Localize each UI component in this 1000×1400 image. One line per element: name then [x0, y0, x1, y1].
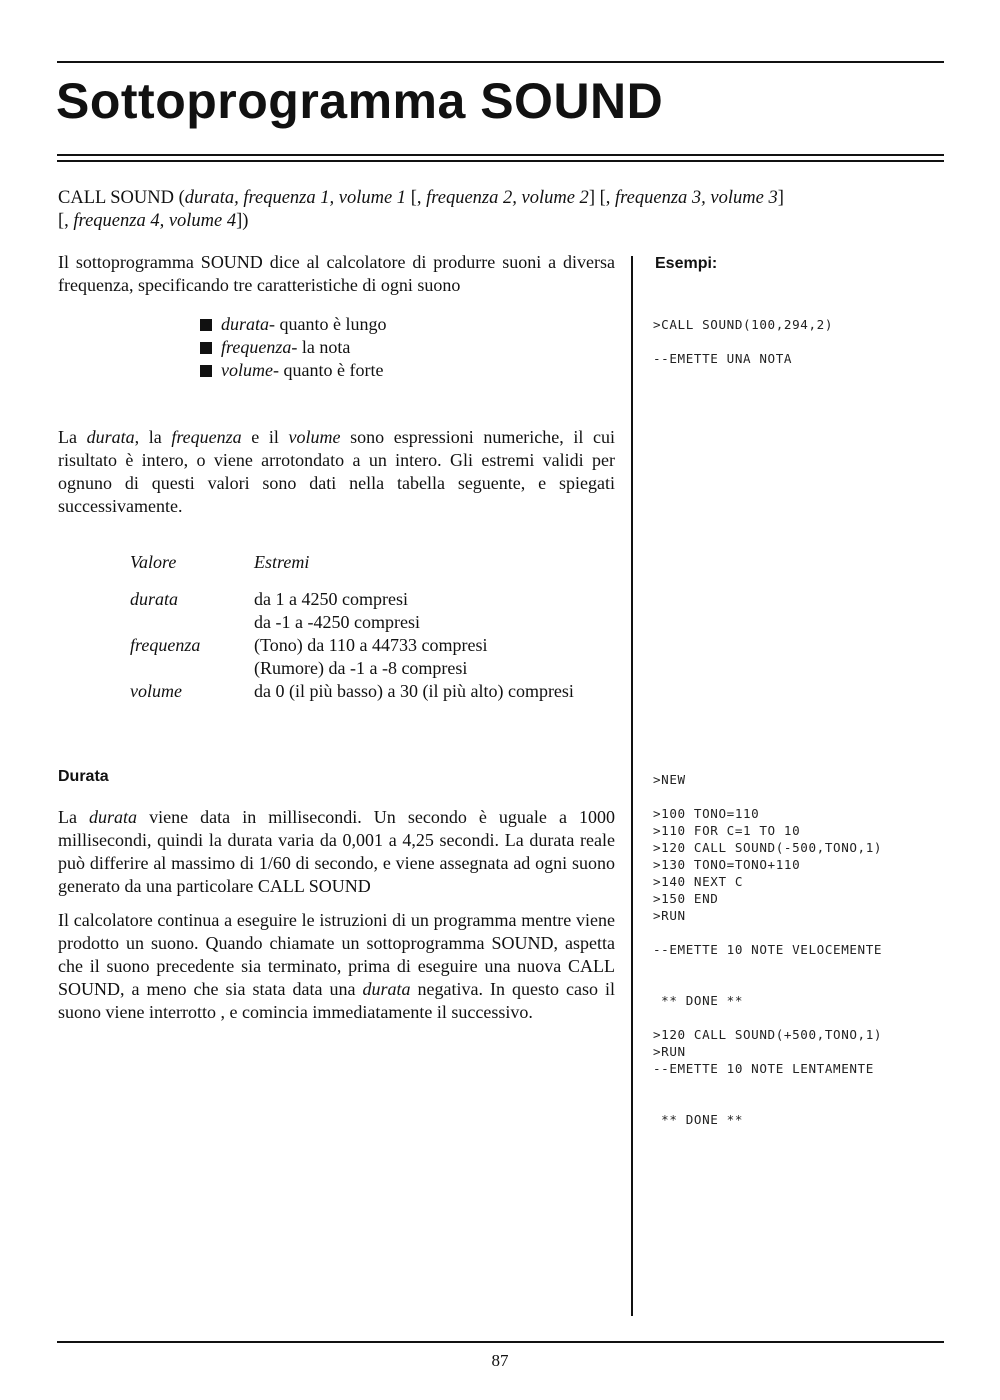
syntax-block	[58, 187, 938, 233]
top-rule	[57, 61, 944, 63]
list-item: durata - quanto è lungo	[200, 313, 387, 336]
characteristics-list	[200, 313, 387, 382]
list-item: volume - quanto è forte	[200, 359, 387, 382]
example-code-1: >CALL SOUND(100,294,2) --EMETTE UNA NOTA	[653, 317, 834, 366]
values-paragraph: La durata, la frequenza e il volume sono espressioni numeriche, il cui risultato è intero, o viene arrotondato a un intero. Gli estremi validi per ognuno di questi valori sono dati nella tabella seguente, e spiegati successivamente.	[58, 427, 615, 516]
page-number: 87	[491, 1351, 509, 1370]
table-row: durata da 1 a 4250 compresi	[130, 589, 408, 609]
table-row: da -1 a -4250 compresi	[254, 612, 420, 632]
column-divider	[631, 256, 633, 1316]
table-header: Valore Estremi	[130, 552, 310, 572]
syntax-line-1: CALL SOUND (durata, frequenza 1, volume 1 [, frequenza 2, volume 2] [, frequenza 3, volume 3]	[58, 188, 784, 208]
table-row: frequenza (Tono) da 110 a 44733 compresi	[130, 635, 488, 655]
table-row: volume da 0 (il più basso) a 30 (il più alto) compresi	[130, 681, 574, 701]
table-row: (Rumore) da -1 a -8 compresi	[254, 658, 468, 678]
square-bullet-icon	[200, 365, 212, 377]
durata-paragraph-1: La durata viene data in millisecondi. Un secondo è uguale a 1000 millisecondi, quindi la durata varia da 0,001 a 4,25 secondi. La durata reale può differire al massimo di 1/60 di secondo, e viene assegnata ad ogni suono generato da una particolare CALL SOUND	[58, 807, 616, 896]
syntax-line-2: [, frequenza 4, volume 4])	[58, 211, 249, 231]
durata-heading: Durata	[58, 768, 109, 785]
example-code-2: >NEW >100 TONO=110 >110 FOR C=1 TO 10 >120 CALL SOUND(-500,TONO,1) >130 TONO=TONO+110 >140 NEXT C >150 END >RUN --EMETTE 10 NOTE VELOCEMENTE ** DONE ** >120 CALL SOUND(+500,TONO,1) >RUN --EMETTE 10 NOTE LENTAMENTE ** DONE **	[653, 772, 883, 1127]
page-title: Sottoprogramma SOUND	[56, 73, 664, 129]
title-rule-top	[57, 154, 944, 156]
intro-paragraph: Il sottoprogramma SOUND dice al calcolatore di produrre suoni a diversa frequenza, specificando tre caratteristiche di ogni suono	[58, 252, 615, 295]
list-item: frequenza - la nota	[200, 336, 387, 359]
bottom-rule	[57, 1341, 944, 1343]
ranges-table	[130, 551, 634, 703]
durata-paragraph-2: Il calcolatore continua a eseguire le istruzioni di un programma mentre viene prodotto un suono. Quando chiamate un sottoprogramma SOUND, aspetta che il suono precedente sia terminato, prima di eseguire una nuova CALL SOUND, a meno che sia stata data una durata negativa. In questo caso il suono viene interrotto , e comincia immediatamente il successivo.	[58, 910, 615, 1022]
title-rule-bottom	[57, 160, 944, 162]
square-bullet-icon	[200, 319, 212, 331]
square-bullet-icon	[200, 342, 212, 354]
examples-heading: Esempi:	[655, 255, 718, 272]
